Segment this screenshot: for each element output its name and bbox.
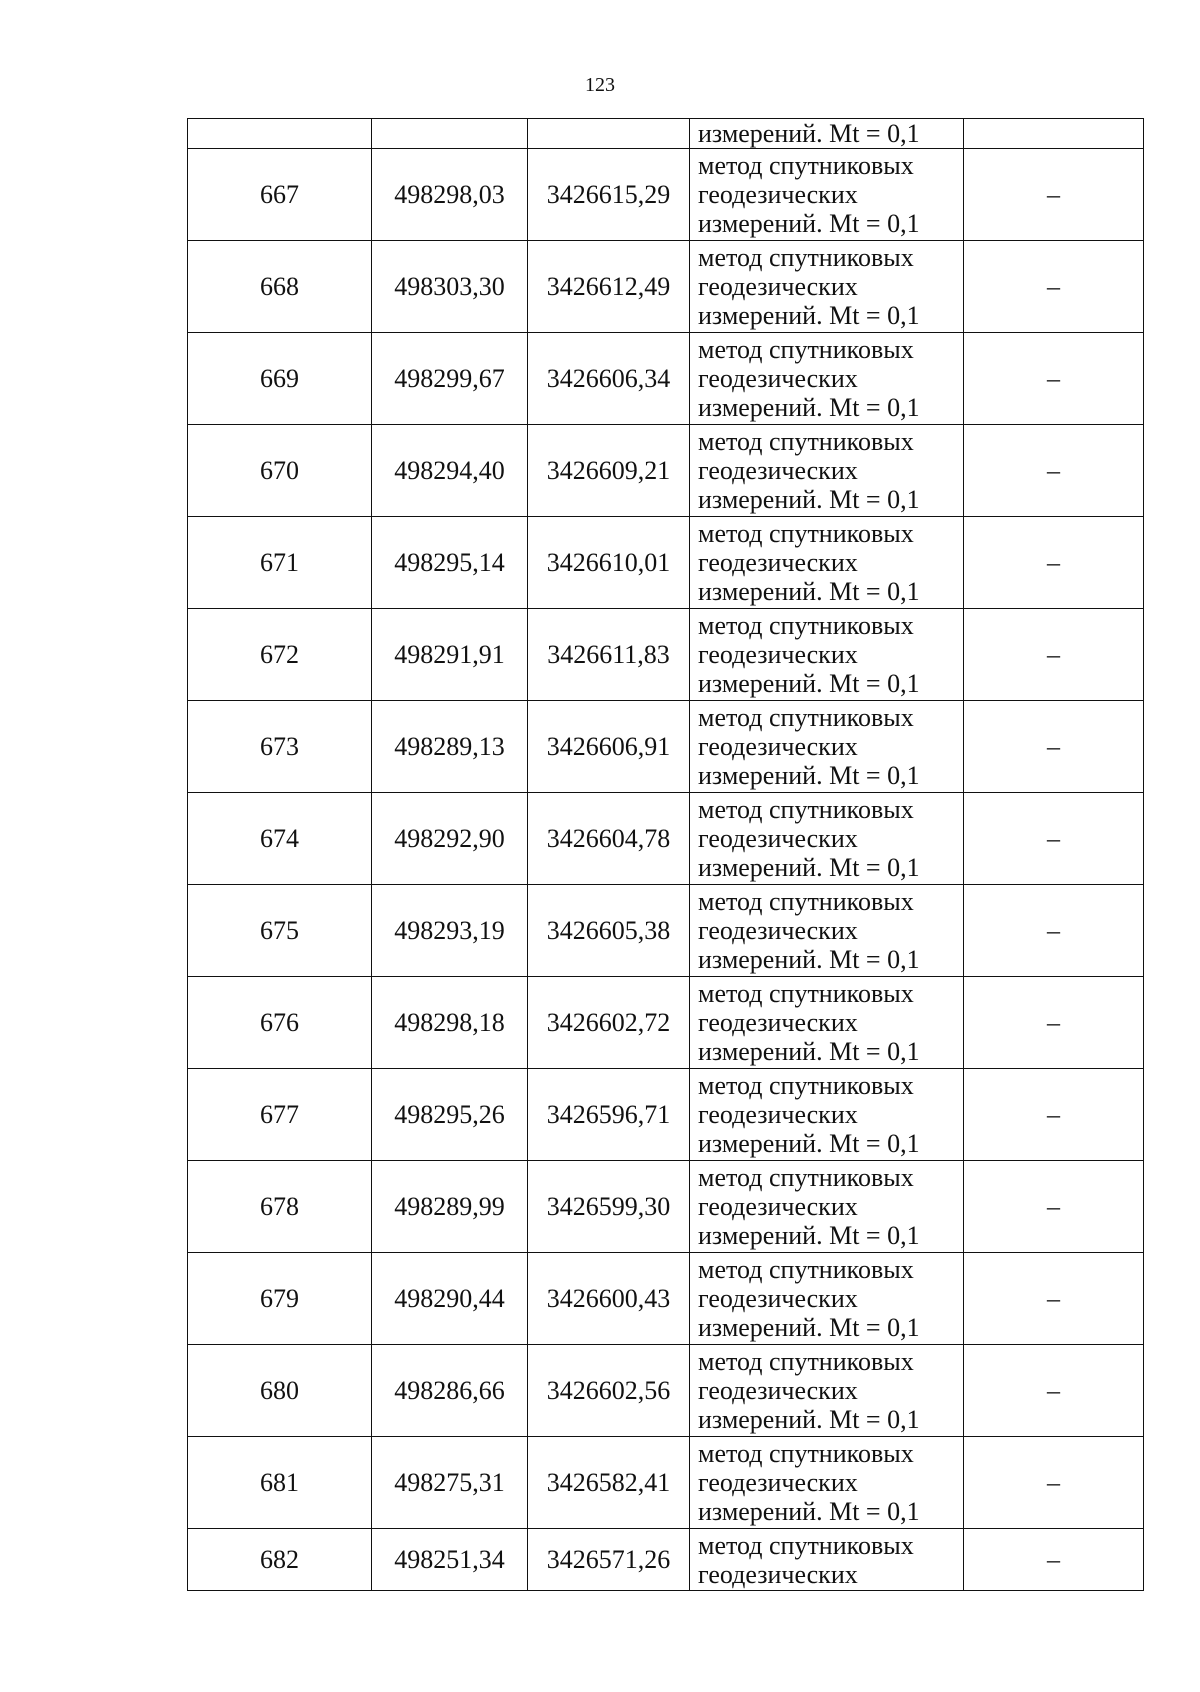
note-cell: – xyxy=(964,701,1144,793)
method-cell xyxy=(690,425,964,517)
y-coordinate-cell: 3426599,30 xyxy=(528,1161,690,1253)
point-number-cell xyxy=(188,119,372,149)
note-cell: – xyxy=(964,517,1144,609)
table-row xyxy=(188,333,1144,425)
method-line: геодезических xyxy=(698,916,858,945)
coordinates-table xyxy=(187,118,1144,1591)
method-line: геодезических xyxy=(698,732,858,761)
x-coordinate-cell: 498299,67 xyxy=(372,333,528,425)
y-coordinate-cell: 3426605,38 xyxy=(528,885,690,977)
point-number-cell: 672 xyxy=(188,609,372,701)
note-cell: – xyxy=(964,241,1144,333)
y-coordinate-cell: 3426612,49 xyxy=(528,241,690,333)
method-line: геодезических xyxy=(698,1284,858,1313)
method-line: геодезических xyxy=(698,824,858,853)
x-coordinate-cell: 498295,26 xyxy=(372,1069,528,1161)
method-cell xyxy=(690,609,964,701)
point-number-cell: 682 xyxy=(188,1529,372,1591)
point-number-cell: 670 xyxy=(188,425,372,517)
method-cell xyxy=(690,885,964,977)
table-row xyxy=(188,1069,1144,1161)
method-line: геодезических xyxy=(698,364,858,393)
method-line: метод спутниковых xyxy=(698,151,914,180)
method-cell xyxy=(690,1161,964,1253)
x-coordinate-cell: 498298,03 xyxy=(372,149,528,241)
note-cell: – xyxy=(964,1069,1144,1161)
method-line: измерений. Mt = 0,1 xyxy=(698,1313,920,1342)
table-row xyxy=(188,885,1144,977)
method-cell xyxy=(690,1437,964,1529)
method-line: метод спутниковых xyxy=(698,335,914,364)
y-coordinate-cell: 3426600,43 xyxy=(528,1253,690,1345)
note-cell: – xyxy=(964,885,1144,977)
method-line: метод спутниковых xyxy=(698,1347,914,1376)
method-line: измерений. Mt = 0,1 xyxy=(698,853,920,882)
table-row xyxy=(188,241,1144,333)
method-cell xyxy=(690,701,964,793)
method-line: метод спутниковых xyxy=(698,427,914,456)
method-line: измерений. Mt = 0,1 xyxy=(698,119,920,148)
y-coordinate-cell: 3426610,01 xyxy=(528,517,690,609)
method-line: метод спутниковых xyxy=(698,1071,914,1100)
note-cell: – xyxy=(964,1437,1144,1529)
method-line: геодезических xyxy=(698,1100,858,1129)
method-line: измерений. Mt = 0,1 xyxy=(698,761,920,790)
x-coordinate-cell: 498295,14 xyxy=(372,517,528,609)
x-coordinate-cell: 498293,19 xyxy=(372,885,528,977)
method-line: геодезических xyxy=(698,1468,858,1497)
method-line: измерений. Mt = 0,1 xyxy=(698,1405,920,1434)
note-cell xyxy=(964,119,1144,149)
y-coordinate-cell: 3426571,26 xyxy=(528,1529,690,1591)
point-number-cell: 676 xyxy=(188,977,372,1069)
x-coordinate-cell: 498289,13 xyxy=(372,701,528,793)
method-cell xyxy=(690,517,964,609)
point-number-cell: 681 xyxy=(188,1437,372,1529)
x-coordinate-cell: 498289,99 xyxy=(372,1161,528,1253)
x-coordinate-cell: 498298,18 xyxy=(372,977,528,1069)
table-row xyxy=(188,609,1144,701)
method-cell xyxy=(690,1253,964,1345)
point-number-cell: 667 xyxy=(188,149,372,241)
method-cell xyxy=(690,1069,964,1161)
x-coordinate-cell: 498294,40 xyxy=(372,425,528,517)
method-cell xyxy=(690,1345,964,1437)
x-coordinate-cell: 498291,91 xyxy=(372,609,528,701)
x-coordinate-cell: 498292,90 xyxy=(372,793,528,885)
table-row xyxy=(188,793,1144,885)
method-cell xyxy=(690,1529,964,1591)
x-coordinate-cell: 498290,44 xyxy=(372,1253,528,1345)
method-line: геодезических xyxy=(698,1559,858,1589)
method-line: измерений. Mt = 0,1 xyxy=(698,577,920,606)
method-line: метод спутниковых xyxy=(698,519,914,548)
method-line: измерений. Mt = 0,1 xyxy=(698,1129,920,1158)
point-number-cell: 678 xyxy=(188,1161,372,1253)
method-line: геодезических xyxy=(698,1192,858,1221)
note-cell: – xyxy=(964,149,1144,241)
method-cell xyxy=(690,149,964,241)
note-cell: – xyxy=(964,1161,1144,1253)
table-row xyxy=(188,1437,1144,1529)
method-line: измерений. Mt = 0,1 xyxy=(698,669,920,698)
method-line: метод спутниковых xyxy=(698,703,914,732)
table-row xyxy=(188,517,1144,609)
point-number-cell: 679 xyxy=(188,1253,372,1345)
method-line: геодезических xyxy=(698,180,858,209)
point-number-cell: 673 xyxy=(188,701,372,793)
table-row xyxy=(188,1161,1144,1253)
method-line: метод спутниковых xyxy=(698,887,914,916)
point-number-cell: 677 xyxy=(188,1069,372,1161)
method-line: измерений. Mt = 0,1 xyxy=(698,301,920,330)
method-line: геодезических xyxy=(698,272,858,301)
table-row xyxy=(188,425,1144,517)
method-line: измерений. Mt = 0,1 xyxy=(698,485,920,514)
note-cell: – xyxy=(964,1529,1144,1591)
x-coordinate-cell: 498251,34 xyxy=(372,1529,528,1591)
method-line: измерений. Mt = 0,1 xyxy=(698,1497,920,1526)
note-cell: – xyxy=(964,793,1144,885)
point-number-cell: 671 xyxy=(188,517,372,609)
method-line: геодезических xyxy=(698,548,858,577)
method-line: метод спутниковых xyxy=(698,979,914,1008)
y-coordinate-cell: 3426606,34 xyxy=(528,333,690,425)
table-row xyxy=(188,149,1144,241)
method-line: измерений. Mt = 0,1 xyxy=(698,1037,920,1066)
method-line: измерений. Mt = 0,1 xyxy=(698,1221,920,1250)
y-coordinate-cell: 3426611,83 xyxy=(528,609,690,701)
point-number-cell: 680 xyxy=(188,1345,372,1437)
method-cell xyxy=(690,333,964,425)
note-cell: – xyxy=(964,425,1144,517)
method-cell xyxy=(690,977,964,1069)
note-cell: – xyxy=(964,333,1144,425)
table-body xyxy=(188,119,1144,1591)
method-line: геодезических xyxy=(698,456,858,485)
note-cell: – xyxy=(964,1253,1144,1345)
method-line: метод спутниковых xyxy=(698,1439,914,1468)
method-line: метод спутниковых xyxy=(698,1530,914,1560)
method-line: измерений. Mt = 0,1 xyxy=(698,945,920,974)
method-line: метод спутниковых xyxy=(698,1255,914,1284)
y-coordinate-cell: 3426582,41 xyxy=(528,1437,690,1529)
method-line: метод спутниковых xyxy=(698,243,914,272)
method-line: измерений. Mt = 0,1 xyxy=(698,393,920,422)
note-cell: – xyxy=(964,977,1144,1069)
y-coordinate-cell: 3426609,21 xyxy=(528,425,690,517)
y-coordinate-cell: 3426602,56 xyxy=(528,1345,690,1437)
method-line: геодезических xyxy=(698,1008,858,1037)
y-coordinate-cell: 3426615,29 xyxy=(528,149,690,241)
method-line: метод спутниковых xyxy=(698,611,914,640)
x-coordinate-cell: 498275,31 xyxy=(372,1437,528,1529)
note-cell: – xyxy=(964,1345,1144,1437)
x-coordinate-cell: 498286,66 xyxy=(372,1345,528,1437)
table-row xyxy=(188,1253,1144,1345)
table-row-continuation xyxy=(188,119,1144,149)
method-line: геодезических xyxy=(698,1376,858,1405)
y-coordinate-cell: 3426602,72 xyxy=(528,977,690,1069)
table-row xyxy=(188,977,1144,1069)
y-coordinate-cell: 3426596,71 xyxy=(528,1069,690,1161)
point-number-cell: 668 xyxy=(188,241,372,333)
y-coordinate-cell: 3426604,78 xyxy=(528,793,690,885)
point-number-cell: 669 xyxy=(188,333,372,425)
point-number-cell: 675 xyxy=(188,885,372,977)
table-row xyxy=(188,1345,1144,1437)
method-line: метод спутниковых xyxy=(698,795,914,824)
y-coordinate-cell: 3426606,91 xyxy=(528,701,690,793)
method-line: метод спутниковых xyxy=(698,1163,914,1192)
page-number: 123 xyxy=(585,74,615,96)
y-coordinate-cell xyxy=(528,119,690,149)
method-cell xyxy=(690,119,964,149)
method-line: измерений. Mt = 0,1 xyxy=(698,209,920,238)
method-line: геодезических xyxy=(698,640,858,669)
table-row xyxy=(188,1529,1144,1591)
method-cell xyxy=(690,241,964,333)
method-cell xyxy=(690,793,964,885)
note-cell: – xyxy=(964,609,1144,701)
point-number-cell: 674 xyxy=(188,793,372,885)
table-row xyxy=(188,701,1144,793)
x-coordinate-cell: 498303,30 xyxy=(372,241,528,333)
x-coordinate-cell xyxy=(372,119,528,149)
